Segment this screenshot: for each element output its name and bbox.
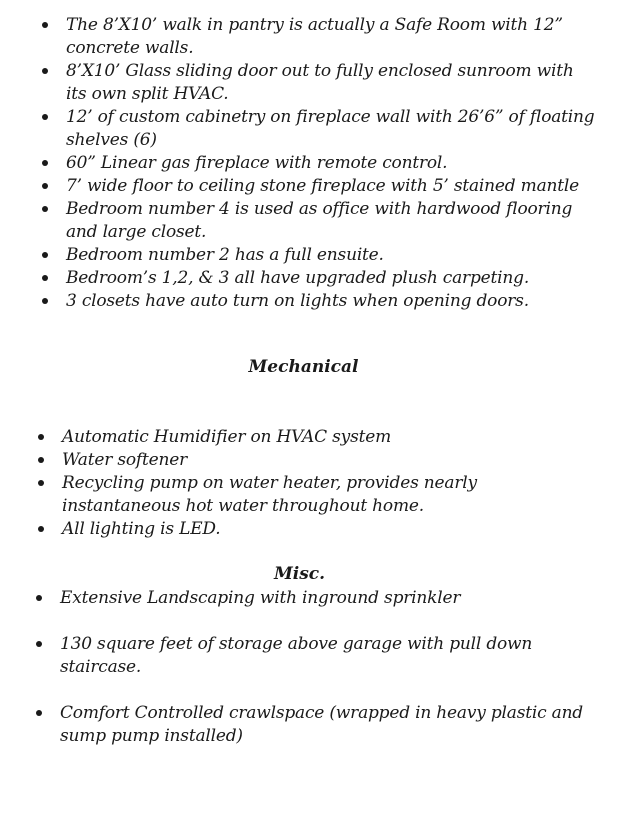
list-item — [36, 106, 596, 152]
features-list — [36, 14, 596, 313]
bullet-icon — [42, 298, 48, 304]
list-item — [30, 702, 605, 748]
list-item — [36, 198, 596, 244]
bullet-icon — [42, 22, 48, 28]
misc-list — [30, 587, 605, 748]
list-item-text: 130 square feet of storage above garage with pull down staircase. — [60, 634, 533, 677]
bullet-icon — [36, 710, 42, 716]
misc-heading: Misc. — [273, 564, 326, 584]
bullet-icon — [42, 114, 48, 120]
bullet-icon — [38, 526, 44, 532]
list-item — [36, 290, 596, 313]
mechanical-heading: Mechanical — [248, 357, 359, 377]
bullet-icon — [42, 206, 48, 212]
list-item — [30, 633, 605, 679]
list-item-text: 8’X10’ Glass sliding door out to fully enclosed sunroom with its own split HVAC. — [66, 61, 574, 104]
list-item — [36, 14, 596, 60]
list-item-text: 7’ wide floor to ceiling stone fireplace with 5’ stained mantle — [66, 176, 579, 196]
list-item-text: 60” Linear gas fireplace with remote control. — [66, 153, 448, 173]
bullet-icon — [42, 275, 48, 281]
list-item-text: All lighting is LED. — [62, 519, 221, 539]
list-item-text: Comfort Controlled crawlspace (wrapped in heavy plastic and sump pump installed) — [60, 703, 583, 746]
list-item-text: Water softener — [62, 450, 188, 470]
list-item-text: The 8’X10’ walk in pantry is actually a Safe Room with 12” concrete walls. — [66, 15, 563, 58]
list-item-text: Automatic Humidifier on HVAC system — [62, 427, 391, 447]
list-item-text: Bedroom number 4 is used as office with hardwood flooring and large closet. — [66, 199, 573, 242]
list-item-text: 3 closets have auto turn on lights when opening doors. — [66, 291, 529, 311]
bullet-icon — [42, 160, 48, 166]
bullet-icon — [36, 595, 42, 601]
list-item — [36, 152, 596, 175]
bullet-icon — [38, 480, 44, 486]
list-item-text: 12’ of custom cabinetry on fireplace wall with 26’6” of floating shelves (6) — [66, 107, 595, 150]
list-item — [36, 267, 596, 290]
mechanical-list — [32, 426, 592, 541]
list-item — [36, 60, 596, 106]
list-item-text: Bedroom’s 1,2, & 3 all have upgraded plush carpeting. — [66, 268, 530, 288]
bullet-icon — [42, 68, 48, 74]
list-item — [32, 472, 592, 518]
list-item-text: Bedroom number 2 has a full ensuite. — [66, 245, 384, 265]
bullet-icon — [42, 183, 48, 189]
list-item — [30, 587, 605, 610]
bullet-icon — [36, 641, 42, 647]
list-item — [32, 426, 592, 449]
list-item — [36, 175, 596, 198]
bullet-icon — [42, 252, 48, 258]
bullet-icon — [38, 457, 44, 463]
list-item — [36, 244, 596, 267]
list-item-text: Extensive Landscaping with inground sprinkler — [60, 588, 461, 608]
list-item-text: Recycling pump on water heater, provides nearly instantaneous hot water throughout home. — [62, 473, 477, 516]
list-item — [32, 518, 592, 541]
bullet-icon — [38, 434, 44, 440]
list-item — [32, 449, 592, 472]
